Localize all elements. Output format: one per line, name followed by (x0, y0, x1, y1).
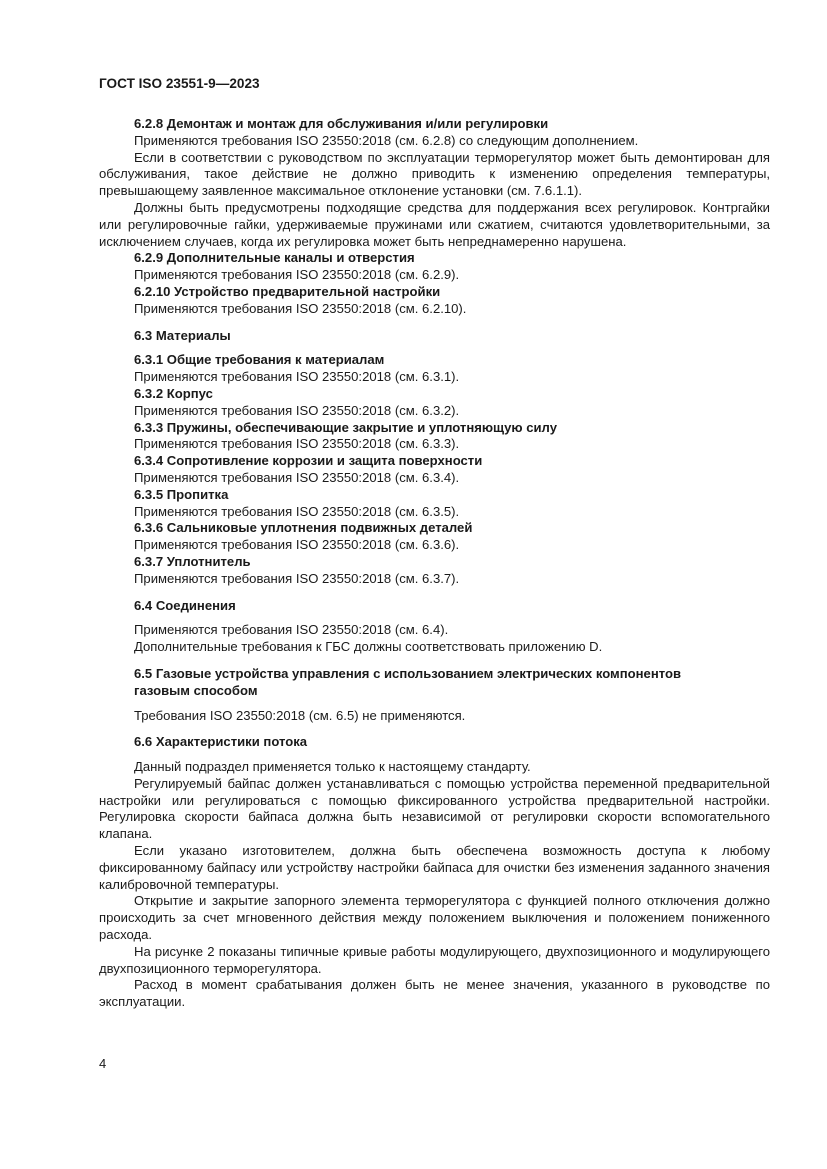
paragraph: Требования ISO 23550:2018 (см. 6.5) не применяются. (134, 707, 466, 723)
paragraph: Применяются требования ISO 23550:2018 (см. 6.2.10). (134, 300, 467, 316)
paragraph: Дополнительные требования к ГБС должны соответствовать приложению D. (134, 639, 603, 655)
section-heading-6-5-line2: газовым способом (134, 682, 258, 698)
document-code: ГОСТ ISO 23551-9—2023 (99, 76, 260, 91)
paragraph: Применяются требования ISO 23550:2018 (см. 6.3.7). (134, 570, 460, 586)
paragraph: Применяются требования ISO 23550:2018 (см. 6.3.2). (134, 402, 460, 418)
paragraph: Применяются требования ISO 23550:2018 (см. 6.3.6). (134, 537, 460, 553)
paragraph: Расход в момент срабатывания должен быть не менее значения, указанного в руководстве по эксплуатации. (99, 977, 770, 1010)
paragraph: На рисунке 2 показаны типичные кривые работы модулирующего, двухпозиционного и модулирующего двухпозиционного терморегулятора. (99, 943, 770, 976)
section-heading-6-2-8: 6.2.8 Демонтаж и монтаж для обслуживания и/или регулировки (134, 116, 549, 131)
paragraph: Применяются требования ISO 23550:2018 (см. 6.2.8) со следующим дополнением. (134, 132, 639, 148)
section-heading-6-3-4: 6.3.4 Сопротивление коррозии и защита поверхности (134, 453, 483, 469)
paragraph: Открытие и закрытие запорного элемента терморегулятора с функцией полного отключения должно происходить за счет мгновенного действия между положением выключения и положением пониженного расхода. (99, 893, 770, 943)
paragraph: Если в соответствии с руководством по эксплуатации терморегулятор может быть демонтирован для обслуживания, такое действие не должно приводить к изменению определения температуры, превышающему заявленное максимальное отклонение установки (см. 7.6.1.1). (99, 149, 770, 199)
section-heading-6-3-3: 6.3.3 Пружины, обеспечивающие закрытие и уплотняющую силу (134, 419, 557, 435)
paragraph: Применяются требования ISO 23550:2018 (см. 6.4). (134, 622, 449, 638)
section-heading-6-6: 6.6 Характеристики потока (134, 734, 308, 750)
section-heading-6-3: 6.3 Материалы (134, 327, 231, 343)
paragraph: Применяются требования ISO 23550:2018 (см. 6.3.4). (134, 469, 460, 485)
section-heading-6-3-7: 6.3.7 Уплотнитель (134, 553, 251, 569)
section-heading-6-2-9: 6.2.9 Дополнительные каналы и отверстия (134, 250, 415, 266)
section-heading-6-2-10: 6.2.10 Устройство предварительной настройки (134, 283, 441, 299)
section-heading-6-4: 6.4 Соединения (134, 597, 236, 613)
section-heading-6-3-6: 6.3.6 Сальниковые уплотнения подвижных деталей (134, 520, 473, 536)
section-heading-6-3-2: 6.3.2 Корпус (134, 385, 213, 401)
paragraph: Применяются требования ISO 23550:2018 (см. 6.3.1). (134, 369, 460, 385)
section-heading-6-5-line1: 6.5 Газовые устройства управления с использованием электрических компонентов (134, 665, 682, 681)
page-body (99, 116, 770, 1011)
paragraph: Применяются требования ISO 23550:2018 (см. 6.3.5). (134, 503, 460, 519)
page-number: 4 (99, 1056, 107, 1071)
section-heading-6-3-5: 6.3.5 Пропитка (134, 486, 229, 502)
paragraph: Применяются требования ISO 23550:2018 (см. 6.2.9). (134, 267, 460, 283)
paragraph: Данный подраздел применяется только к настоящему стандарту. (134, 759, 531, 775)
paragraph: Должны быть предусмотрены подходящие средства для поддержания всех регулировок. Контргайки или регулировочные гайки, удерживаемые пружинами или сжатием, считаются удовлетворительными, за исключением случаев, когда их регулировка может быть непреднамеренно нарушена. (99, 199, 770, 249)
section-heading-6-3-1: 6.3.1 Общие требования к материалам (134, 352, 385, 368)
paragraph: Применяются требования ISO 23550:2018 (см. 6.3.3). (134, 436, 460, 452)
paragraph: Регулируемый байпас должен устанавливаться с помощью устройства переменной предварительной настройки или регулироваться с помощью фиксированного устройства предварительной настройки. Регулировка скорости байпаса должна быть независимой от регулировки скорости вспомогательного клапана. (99, 775, 770, 842)
section-heading-6-5 (99, 666, 770, 700)
paragraph: Если указано изготовителем, должна быть обеспечена возможность доступа к любому фиксированному байпасу или устройству настройки байпаса для очистки без изменения заданного значения калибровочной температуры. (99, 843, 770, 892)
